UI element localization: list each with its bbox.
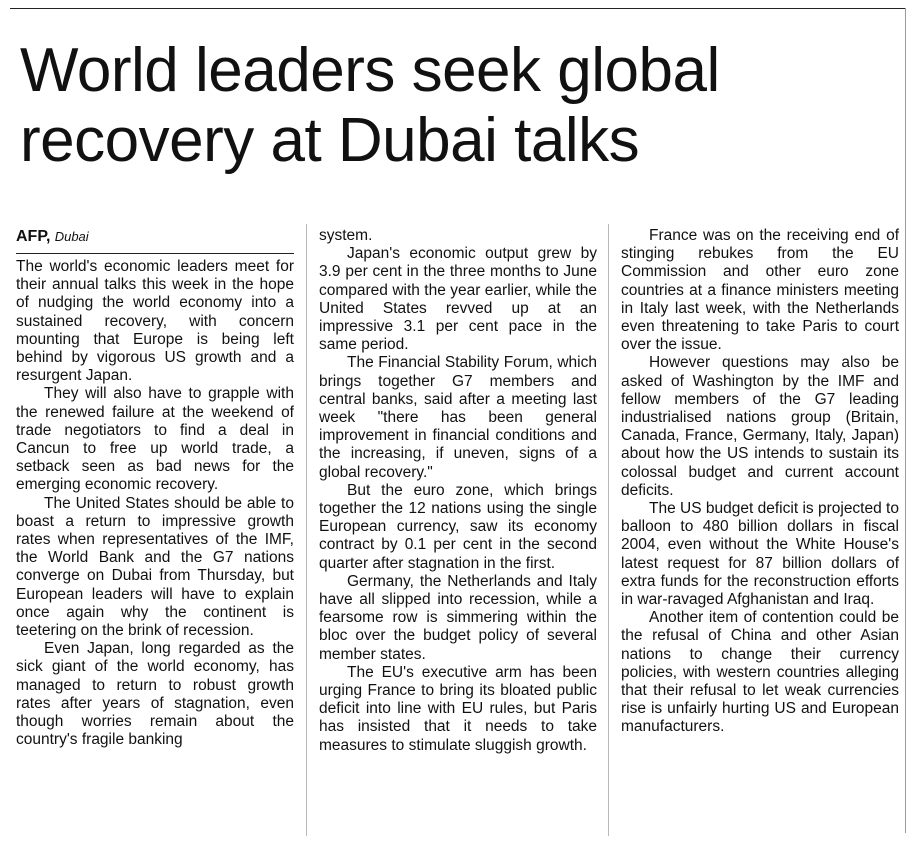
- article-column-3: [621, 227, 899, 737]
- paragraph: Another item of contention could be the refusal of China and other Asian nations to change their currency policies, with western countries alleging that their refusal to let weak currencies rise is unfairly hurting US and European manufacturers.: [621, 609, 899, 736]
- column-divider: [306, 224, 307, 836]
- paragraph: The world's economic leaders meet for their annual talks this week in the hope of nudging the world economy into a sustained recovery, with concern mounting that Europe is being left behind by vigorous US growth and a resurgent Japan.: [16, 258, 294, 385]
- paragraph: The Financial Stability Forum, which brings together G7 members and central banks, said after a meeting last week "there has been general improvement in financial conditions and the increasing, if uneven, signs of a global recovery.": [319, 354, 597, 481]
- article-column-2: [319, 227, 597, 755]
- paragraph: Japan's economic output grew by 3.9 per cent in the three months to June compared with the year earlier, while the United States revved up at an impressive 3.1 per cent pace in the same period.: [319, 245, 597, 354]
- paragraph: The EU's executive arm has been urging France to bring its bloated public deficit into line with EU rules, but Paris has insisted that it needs to take measures to stimulate sluggish growth.: [319, 663, 597, 754]
- paragraph-continuation: system.: [319, 227, 373, 244]
- byline-place: Dubai: [54, 229, 89, 244]
- article-column-1: [16, 227, 294, 749]
- top-rule: [10, 8, 905, 9]
- paragraph: However questions may also be asked of Washington by the IMF and fellow members of the G7 leading industrialised nations group (Britain, Canada, France, Germany, Italy, Japan) about how the US intends to sustain its colossal budget and current account deficits.: [621, 354, 899, 499]
- paragraph: Germany, the Netherlands and Italy have all slipped into recession, while a fearsome row is simmering within the bloc over the budget policy of several member states.: [319, 572, 597, 663]
- paragraph: They will also have to grapple with the renewed failure at the weekend of trade negotiators to find a deal in Cancun to free up world trade, a setback seen as bad news for the emerging economic recovery.: [16, 385, 294, 494]
- paragraph: France was on the receiving end of stinging rebukes from the EU Commission and other euro zone countries at a finance ministers meeting in Italy last week, with the Netherlands even threatening to take Paris to court over the issue.: [621, 227, 899, 354]
- headline: World leaders seek global recovery at Dubai talks: [20, 36, 720, 175]
- byline-agency: AFP,: [16, 228, 51, 245]
- column-divider: [608, 224, 609, 836]
- page-edge-rule: [905, 8, 906, 833]
- paragraph: Even Japan, long regarded as the sick giant of the world economy, has managed to return to robust growth rates after years of stagnation, even though worries remain about the country's fragile banking: [16, 640, 294, 749]
- paragraph: But the euro zone, which brings together the 12 nations using the single European currency, saw its economy contract by 0.1 per cent in the second quarter after stagnation in the first.: [319, 481, 597, 572]
- paragraph: The United States should be able to boast a return to impressive growth rates when representatives of the IMF, the World Bank and the G7 nations converge on Dubai from Thursday, but European leaders will have to explain once again why the continent is teetering on the brink of recession.: [16, 494, 294, 640]
- paragraph: The US budget deficit is projected to balloon to 480 billion dollars in fiscal 2004, even without the White House's latest request for 87 billion dollars of extra funds for the reconstruction efforts in war-ravaged Afghanistan and Iraq.: [621, 500, 899, 609]
- byline: [16, 227, 294, 254]
